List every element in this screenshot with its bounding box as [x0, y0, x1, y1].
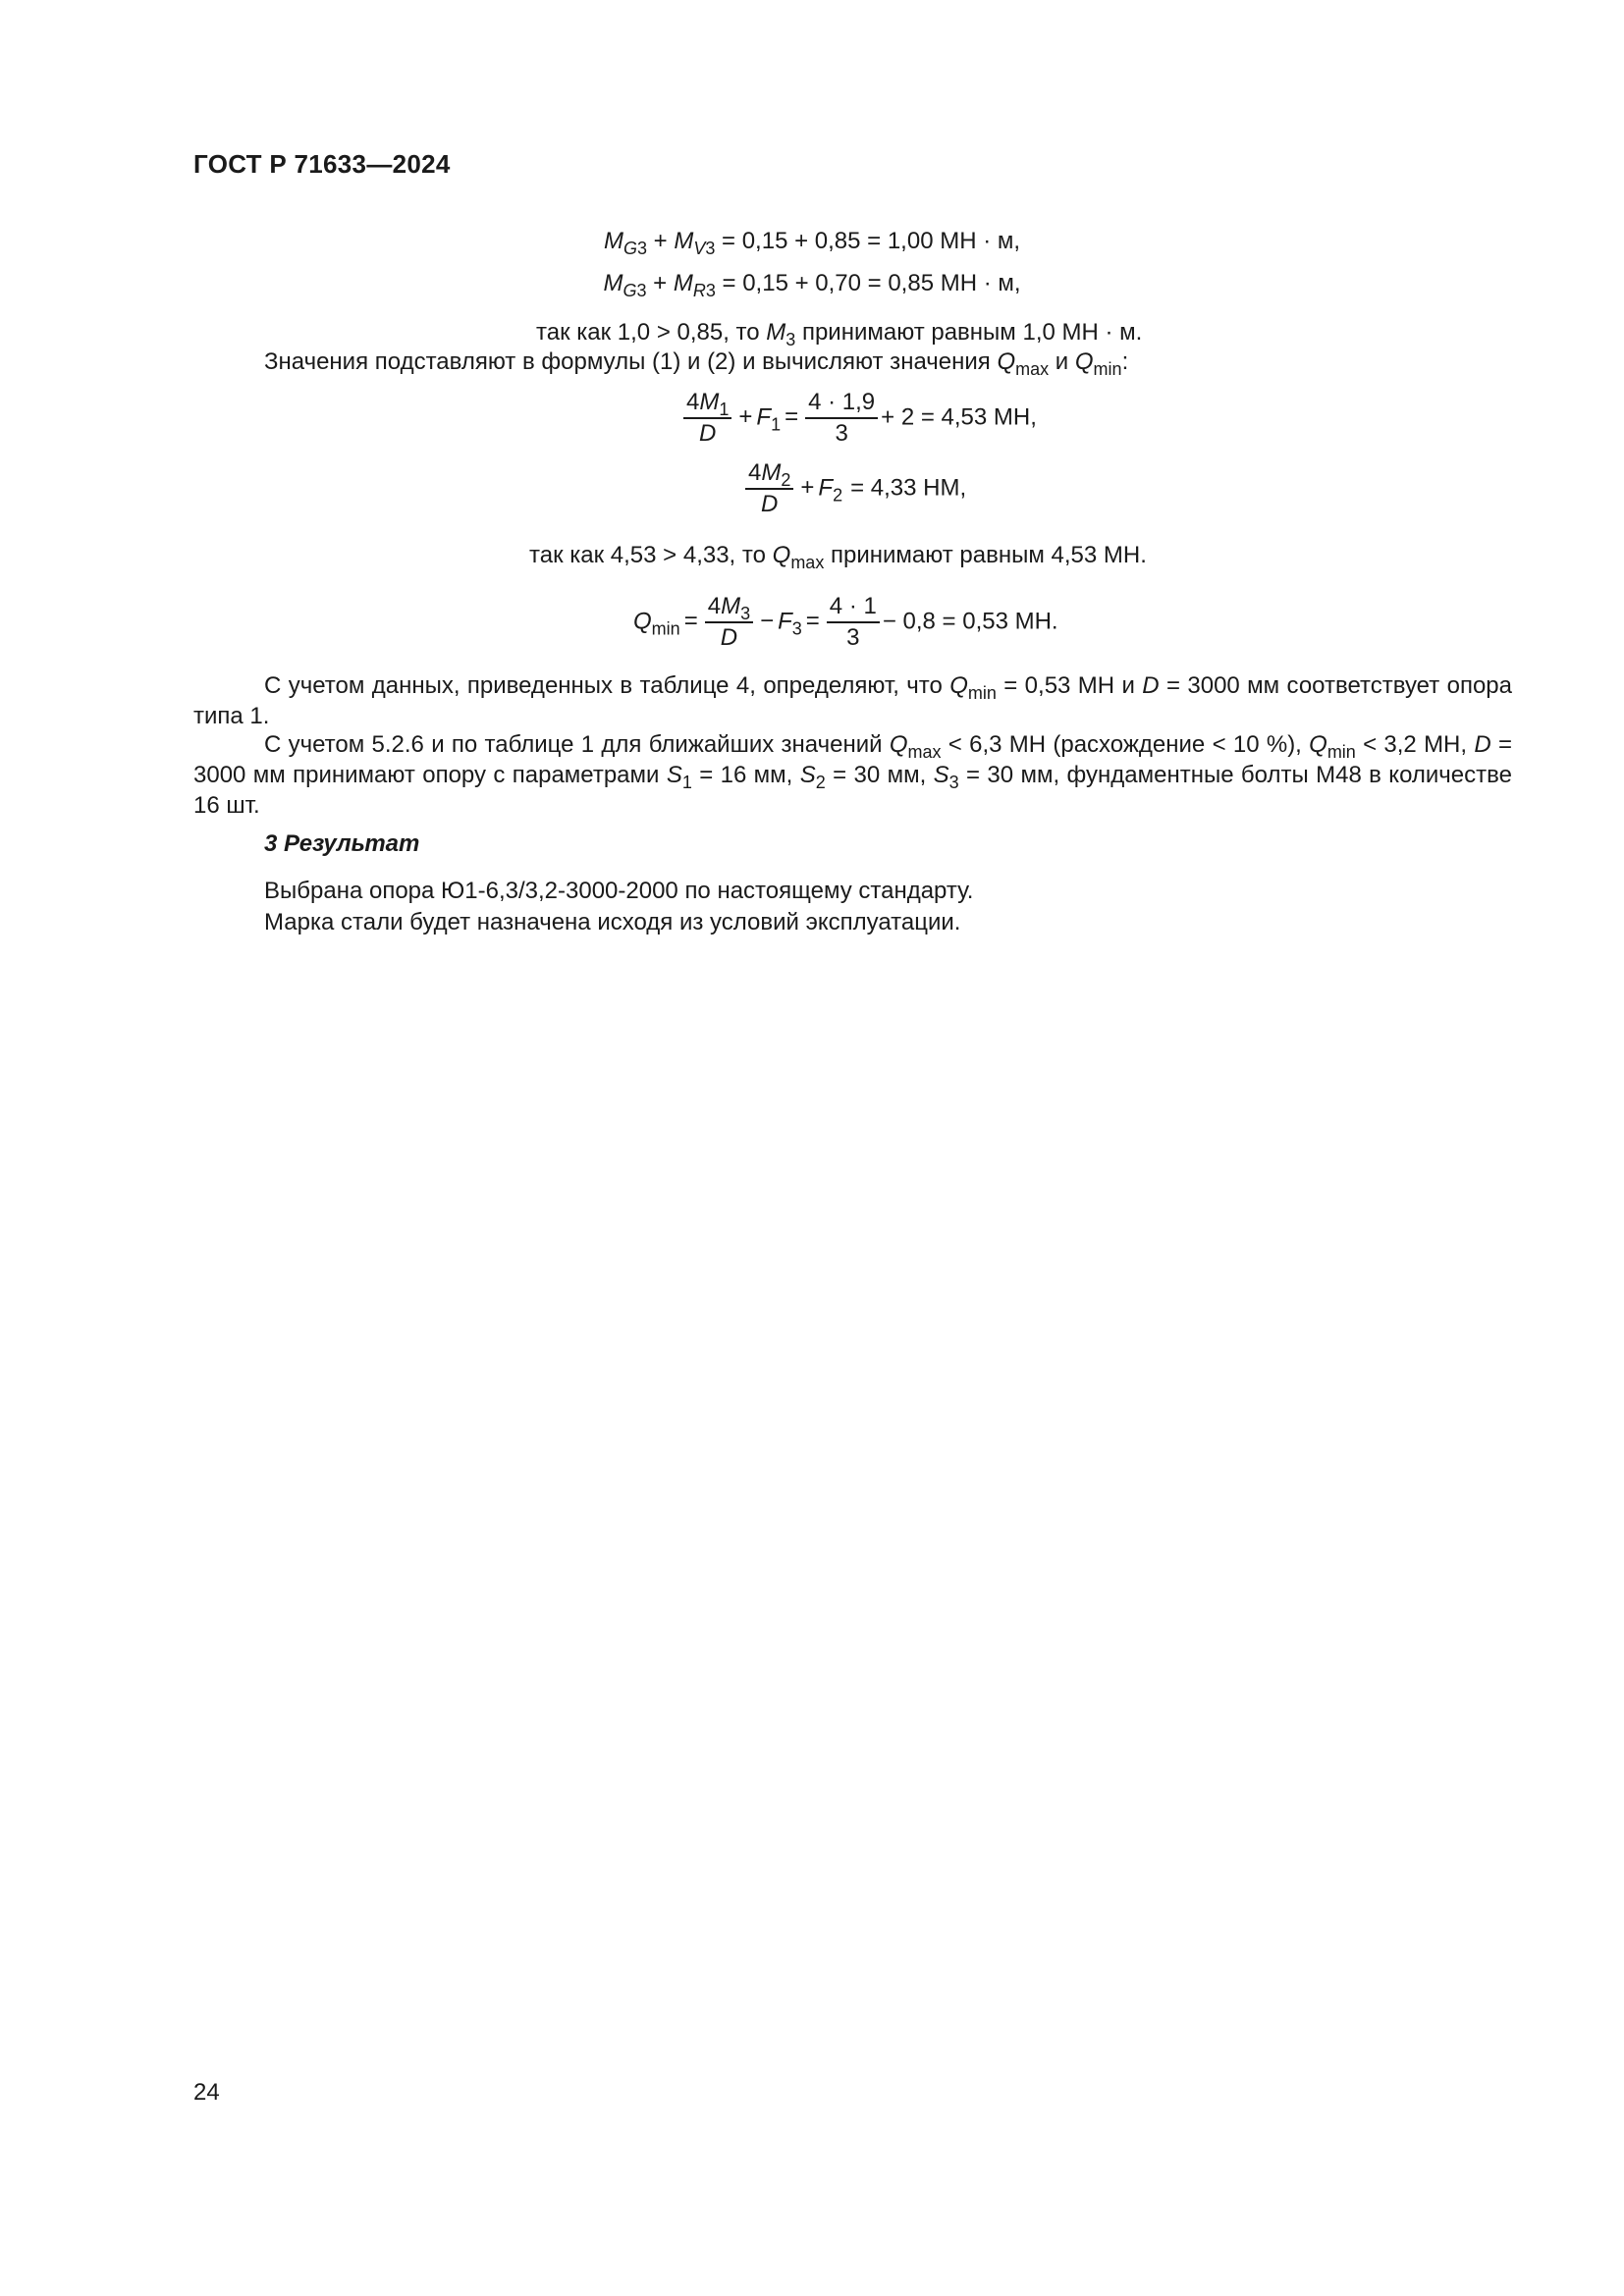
- paragraph-params-e: = 16 мм,: [691, 762, 800, 788]
- paragraph-params-a: С учетом 5.2.6 и по таблице 1 для ближайших значений: [264, 731, 890, 758]
- result-line-support: Выбрана опора Ю1-6,3/3,2-3000-2000 по настоящему стандарту.: [264, 878, 974, 904]
- fraction-4m3-d: $\frac{4M_3}{D}$: [705, 595, 753, 650]
- equation-mg3-mr3-result: = 0,15 + 0,70 = 0,85 МН · м,: [715, 270, 1021, 296]
- paragraph-params-d: = 3000 мм принимают опору с параметрами: [193, 731, 1513, 788]
- formula-qmin-result: − 0,8 = 0,53 МН.: [882, 608, 1058, 635]
- fraction-value-1: [805, 391, 878, 446]
- fraction-value-3-num: 4 · 1: [827, 595, 880, 623]
- paragraph-params-f: = 30 мм,: [825, 762, 934, 788]
- fraction-value-3-den: 3: [846, 624, 860, 651]
- formula-qmax-1-result: + 2 = 4,53 МН,: [881, 403, 1037, 431]
- condition-m3-head: так как 1,0 > 0,85, то: [536, 319, 767, 346]
- paragraph-support-type-b: = 0,53 МН и: [996, 672, 1143, 699]
- result-block: [264, 876, 973, 938]
- result-line-steel: Марка стали будет назначена исходя из условий эксплуатации.: [264, 909, 961, 935]
- fraction-value-3: [827, 595, 880, 650]
- paragraph-params-g: = 30 мм, фундаментные болты М48 в количестве 16 шт.: [193, 762, 1512, 819]
- substitution-intro-tail: :: [1121, 348, 1129, 375]
- formula-qmin: $Q_{min}$ = $\frac{4M_3}{D}$ − $F_3$ = $\frac{4 \cdot 1}{3}$ − 0,8 = 0,53 МН.: [633, 593, 1058, 651]
- section-heading-result: 3 Результат: [264, 830, 420, 857]
- substitution-intro-head: Значения подставляют в формулы (1) и (2) и вычисляют значения: [264, 348, 998, 375]
- formula-qmax-1: $\frac{4M_1}{D}$ + $F_1$ = $\frac{4 \cdot 1,9}{3}$ + 2 = 4,53 МН,: [680, 391, 1037, 446]
- paragraph-support-type: С учетом данных, приведенных в таблице 4, определяют, что $Q_{min} = 0,53$ МН и D = 3000 мм соответствует опора типа 1.: [193, 672, 1512, 729]
- paragraph-params-c: < 3,2 МН,: [1355, 731, 1475, 758]
- fraction-4m1-d: $\frac{4M_1}{D}$: [683, 391, 731, 446]
- condition-m3: так как 1,0 > 0,85, то $M_3$ принимают равным 1,0 МН · м.: [536, 319, 1143, 349]
- paragraph-support-type-c: = 3000 мм соответствует опора типа 1.: [193, 672, 1512, 729]
- document-header: ГОСТ Р 71633—2024: [193, 149, 451, 179]
- condition-qmax: так как 4,53 > 4,33, то $Q_{max}$ принимают равным 4,53 МН.: [529, 542, 1147, 572]
- fraction-4m2-d: $\frac{4M_2}{D}$: [745, 461, 793, 516]
- formula-qmax-2: $\frac{4M_2}{D}$ + $F_2 = 4,33$ НМ,: [742, 461, 966, 516]
- fraction-value-1-num: 4 · 1,9: [805, 391, 878, 419]
- paragraph-support-parameters: С учетом 5.2.6 и по таблице 1 для ближайших значений $Q_{max} < 6,3$ МН (расхождение < 10 %), $Q_{min} < 3,2$ МН, D = 3000 мм принимают опору с параметрами $S_1 = 16$ мм, $S_2 = 30$ мм, $S_3 = 30$ мм, фундаментные болты М48 в количестве 16 шт.: [193, 731, 1513, 819]
- condition-m3-tail: принимают равным 1,0 МН · м.: [795, 319, 1143, 346]
- formula-qmax-2-result: = 4,33 НМ,: [850, 474, 967, 502]
- substitution-intro: Значения подставляют в формулы (1) и (2) и вычисляют значения $Q_{max}$ и $Q_{min}$:: [264, 348, 1129, 379]
- page-number: 24: [193, 2079, 220, 2106]
- fraction-value-1-den: 3: [835, 420, 848, 447]
- equation-mg3-mr3: $M_{G3} + M_{R3} = 0,15 + 0,70 = 0,85$ МН · м,: [603, 270, 1021, 300]
- condition-qmax-tail: принимают равным 4,53 МН.: [824, 542, 1147, 568]
- condition-qmax-head: так как 4,53 > 4,33, то: [529, 542, 773, 568]
- paragraph-params-b: < 6,3 МН (расхождение < 10 %),: [941, 731, 1310, 758]
- equation-mg3-mv3: $M_{G3} + M_{V3} = 0,15 + 0,85 = 1,00$ МН · м,: [603, 228, 1021, 258]
- substitution-intro-mid: и: [1049, 348, 1075, 375]
- paragraph-support-type-a: С учетом данных, приведенных в таблице 4, определяют, что: [264, 672, 950, 699]
- equation-mg3-mv3-result: = 0,15 + 0,85 = 1,00 МН · м,: [715, 228, 1021, 254]
